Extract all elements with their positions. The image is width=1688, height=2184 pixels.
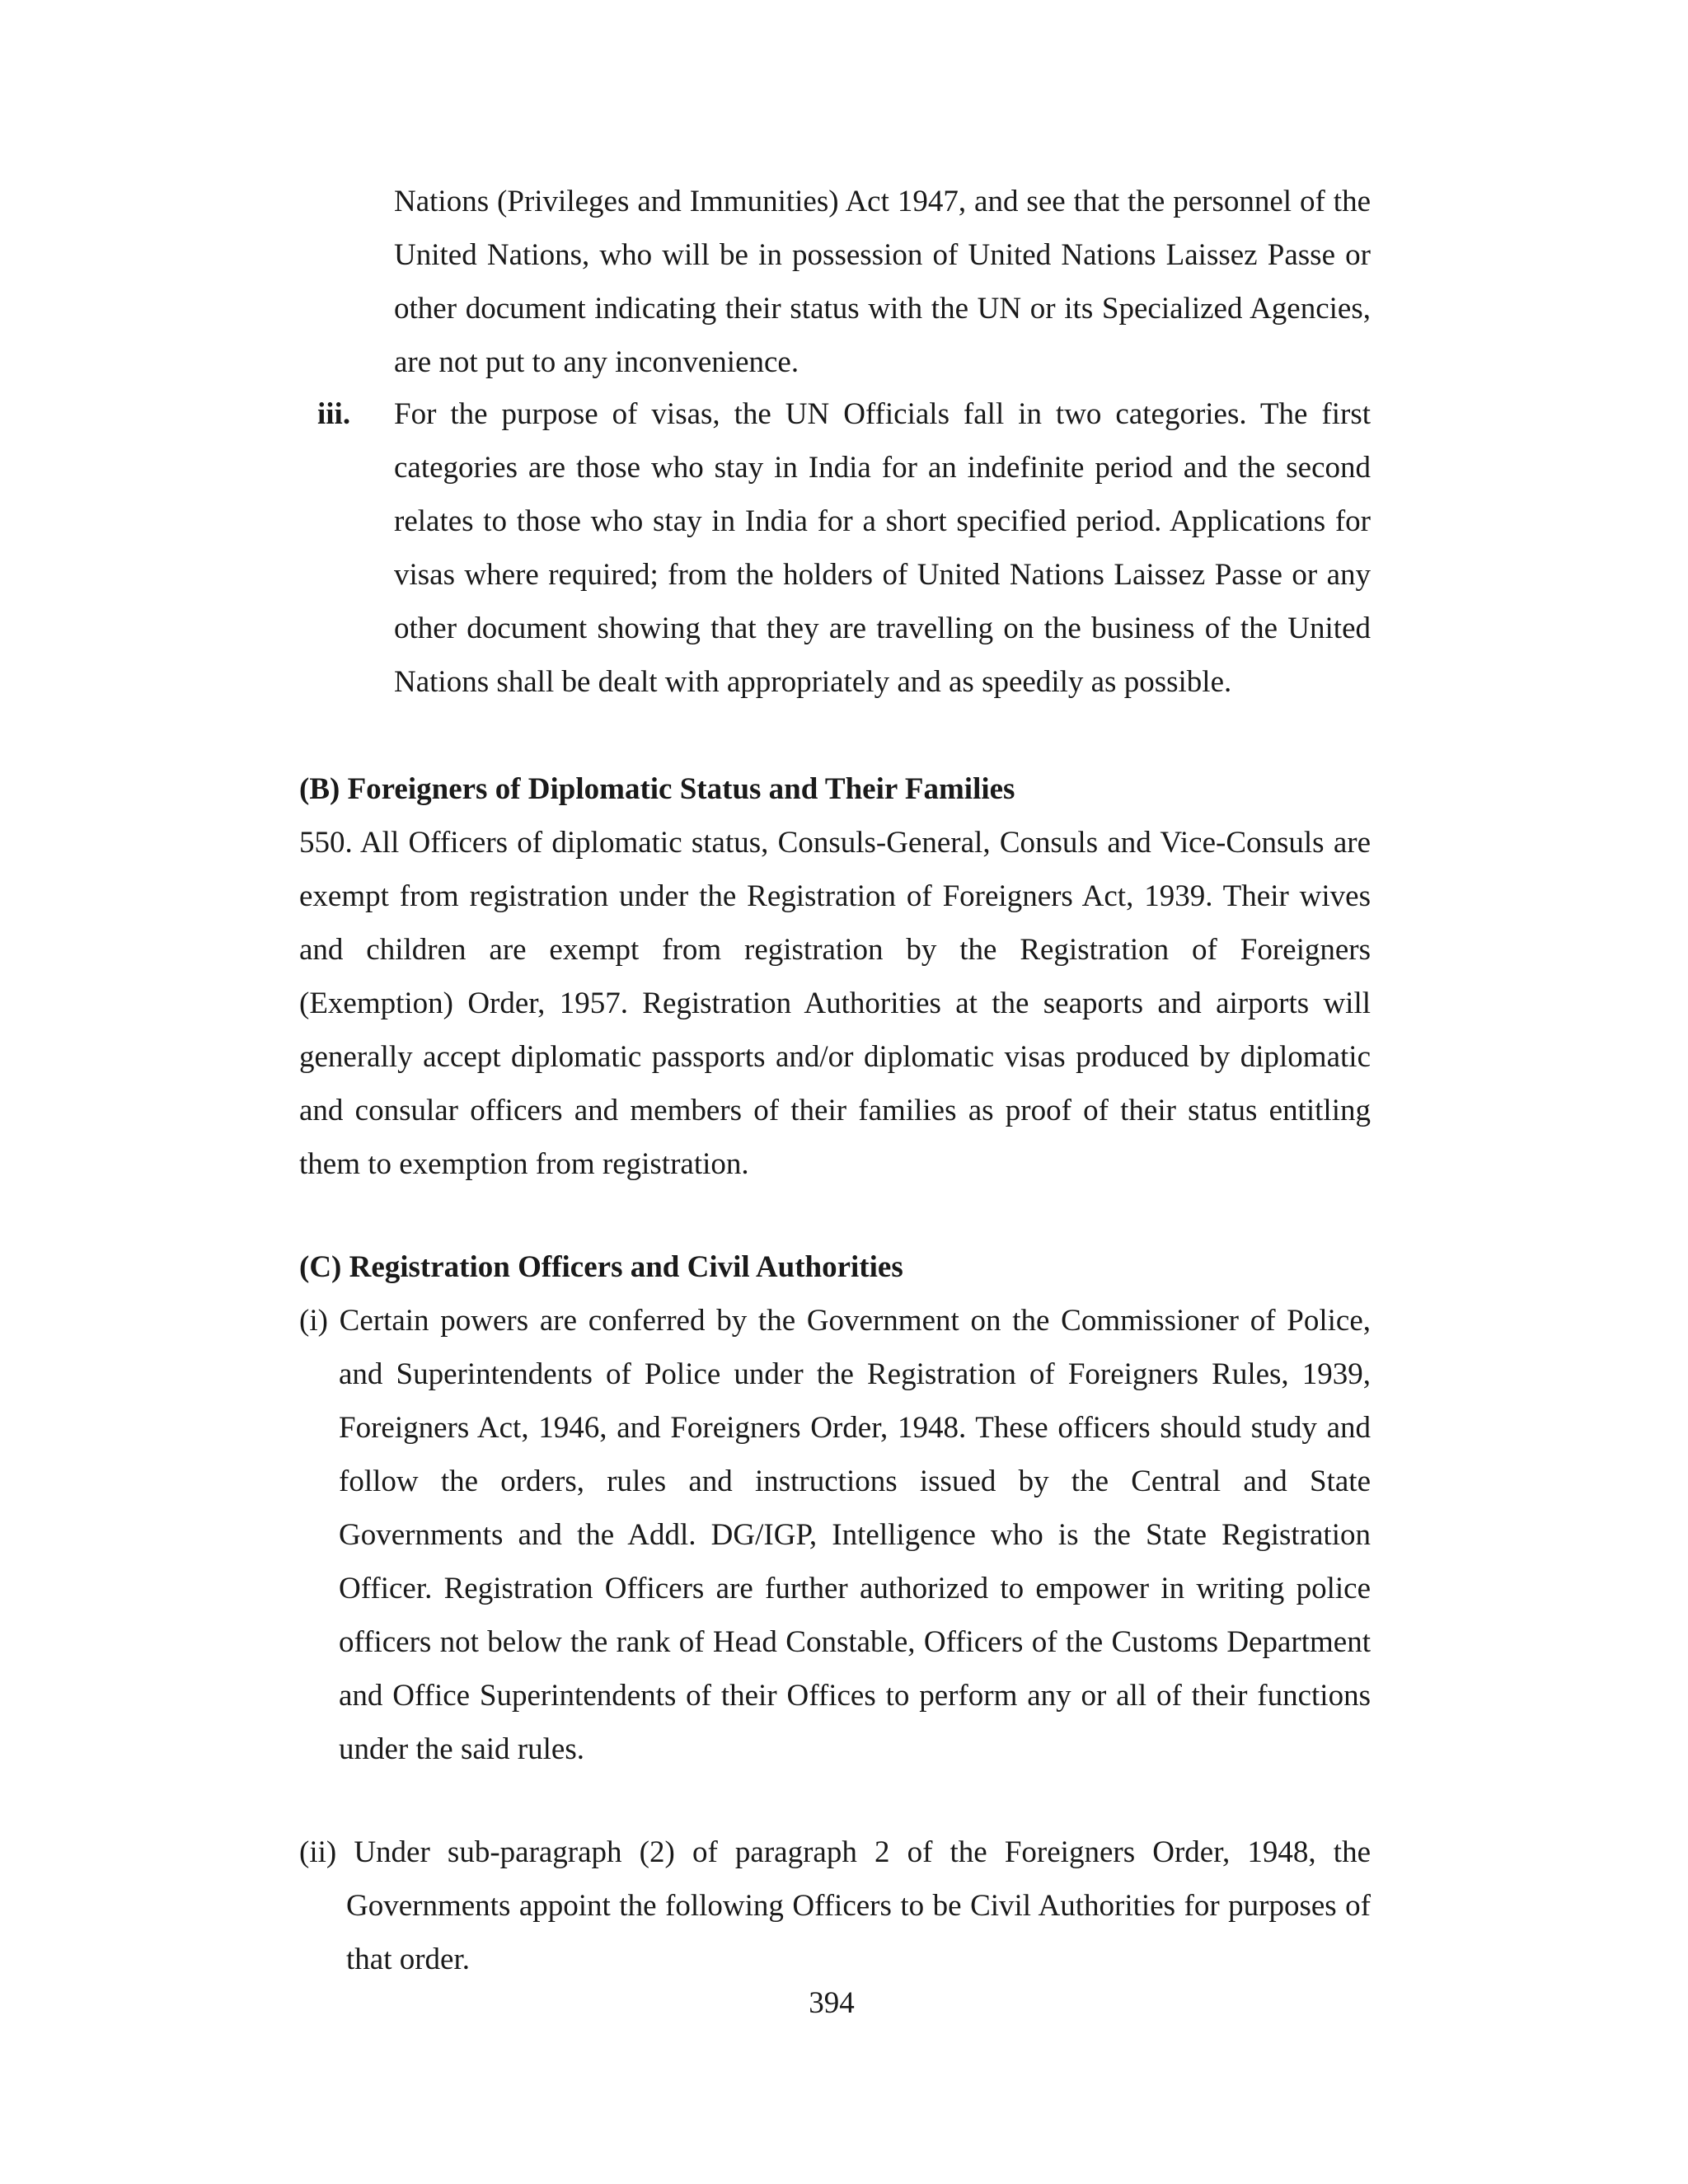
list-item-ii: [299, 1825, 1371, 1986]
continuation-paragraph: [299, 175, 1371, 389]
section-b-heading: (B) Foreigners of Diplomatic Status and Their Families: [299, 772, 1015, 806]
continuation-text: Nations (Privileges and Immunities) Act 1947, and see that the personnel of the United Nations, who will be in possession of United Nations Laissez Passe or other document indicating their status with the UN or its Specialized Agencies, are not put to any inconvenience.: [394, 185, 1371, 379]
paragraph-550-text: 550. All Officers of diplomatic status, Consuls-General, Consuls and Vice-Consuls are exempt from registration under the Registration of Foreigners Act, 1939. Their wives and children are exempt from registration by the Registration of Foreigners (Exemption) Order, 1957. Registration Authorities at the seaports and airports will generally accept diplomatic passports and/or diplomatic visas produced by diplomatic and consular officers and members of their families as proof of their status entitling them to exemption from registration.: [299, 826, 1371, 1181]
list-item-iii: [299, 387, 1371, 709]
section-c-heading: (C) Registration Officers and Civil Authorities: [299, 1250, 903, 1284]
list-numeral-iii: iii.: [317, 397, 351, 431]
paragraph-550: [299, 816, 1371, 1191]
list-item-i: [299, 1294, 1371, 1776]
page-number: 394: [809, 1986, 855, 2020]
list-item-ii-text: (ii) Under sub-paragraph (2) of paragraph 2 of the Foreigners Order, 1948, the Governments appoint the following Officers to be Civil Authorities for purposes of that order.: [299, 1835, 1371, 1976]
list-item-iii-paragraph: [299, 387, 1371, 709]
list-item-i-text: (i) Certain powers are conferred by the Government on the Commissioner of Police, and Superintendents of Police under the Registration of Foreigners Rules, 1939, Foreigners Act, 1946, and Foreigners Order, 1948. These officers should study and follow the orders, rules and instructions issued by the Central and State Governments and the Addl. DG/IGP, Intelligence who is the State Registration Officer. Registration Officers are further authorized to empower in writing police officers not below the rank of Head Constable, Officers of the Customs Department and Office Superintendents of their Offices to perform any or all of their functions under the said rules.: [299, 1304, 1371, 1766]
list-item-iii-text: For the purpose of visas, the UN Officials fall in two categories. The first categories are those who stay in India for an indefinite period and the second relates to those who stay in India for a short specified period. Applications for visas where required; from the holders of United Nations Laissez Passe or any other document showing that they are travelling on the business of the United Nations shall be dealt with appropriately and as speedily as possible.: [394, 397, 1371, 699]
